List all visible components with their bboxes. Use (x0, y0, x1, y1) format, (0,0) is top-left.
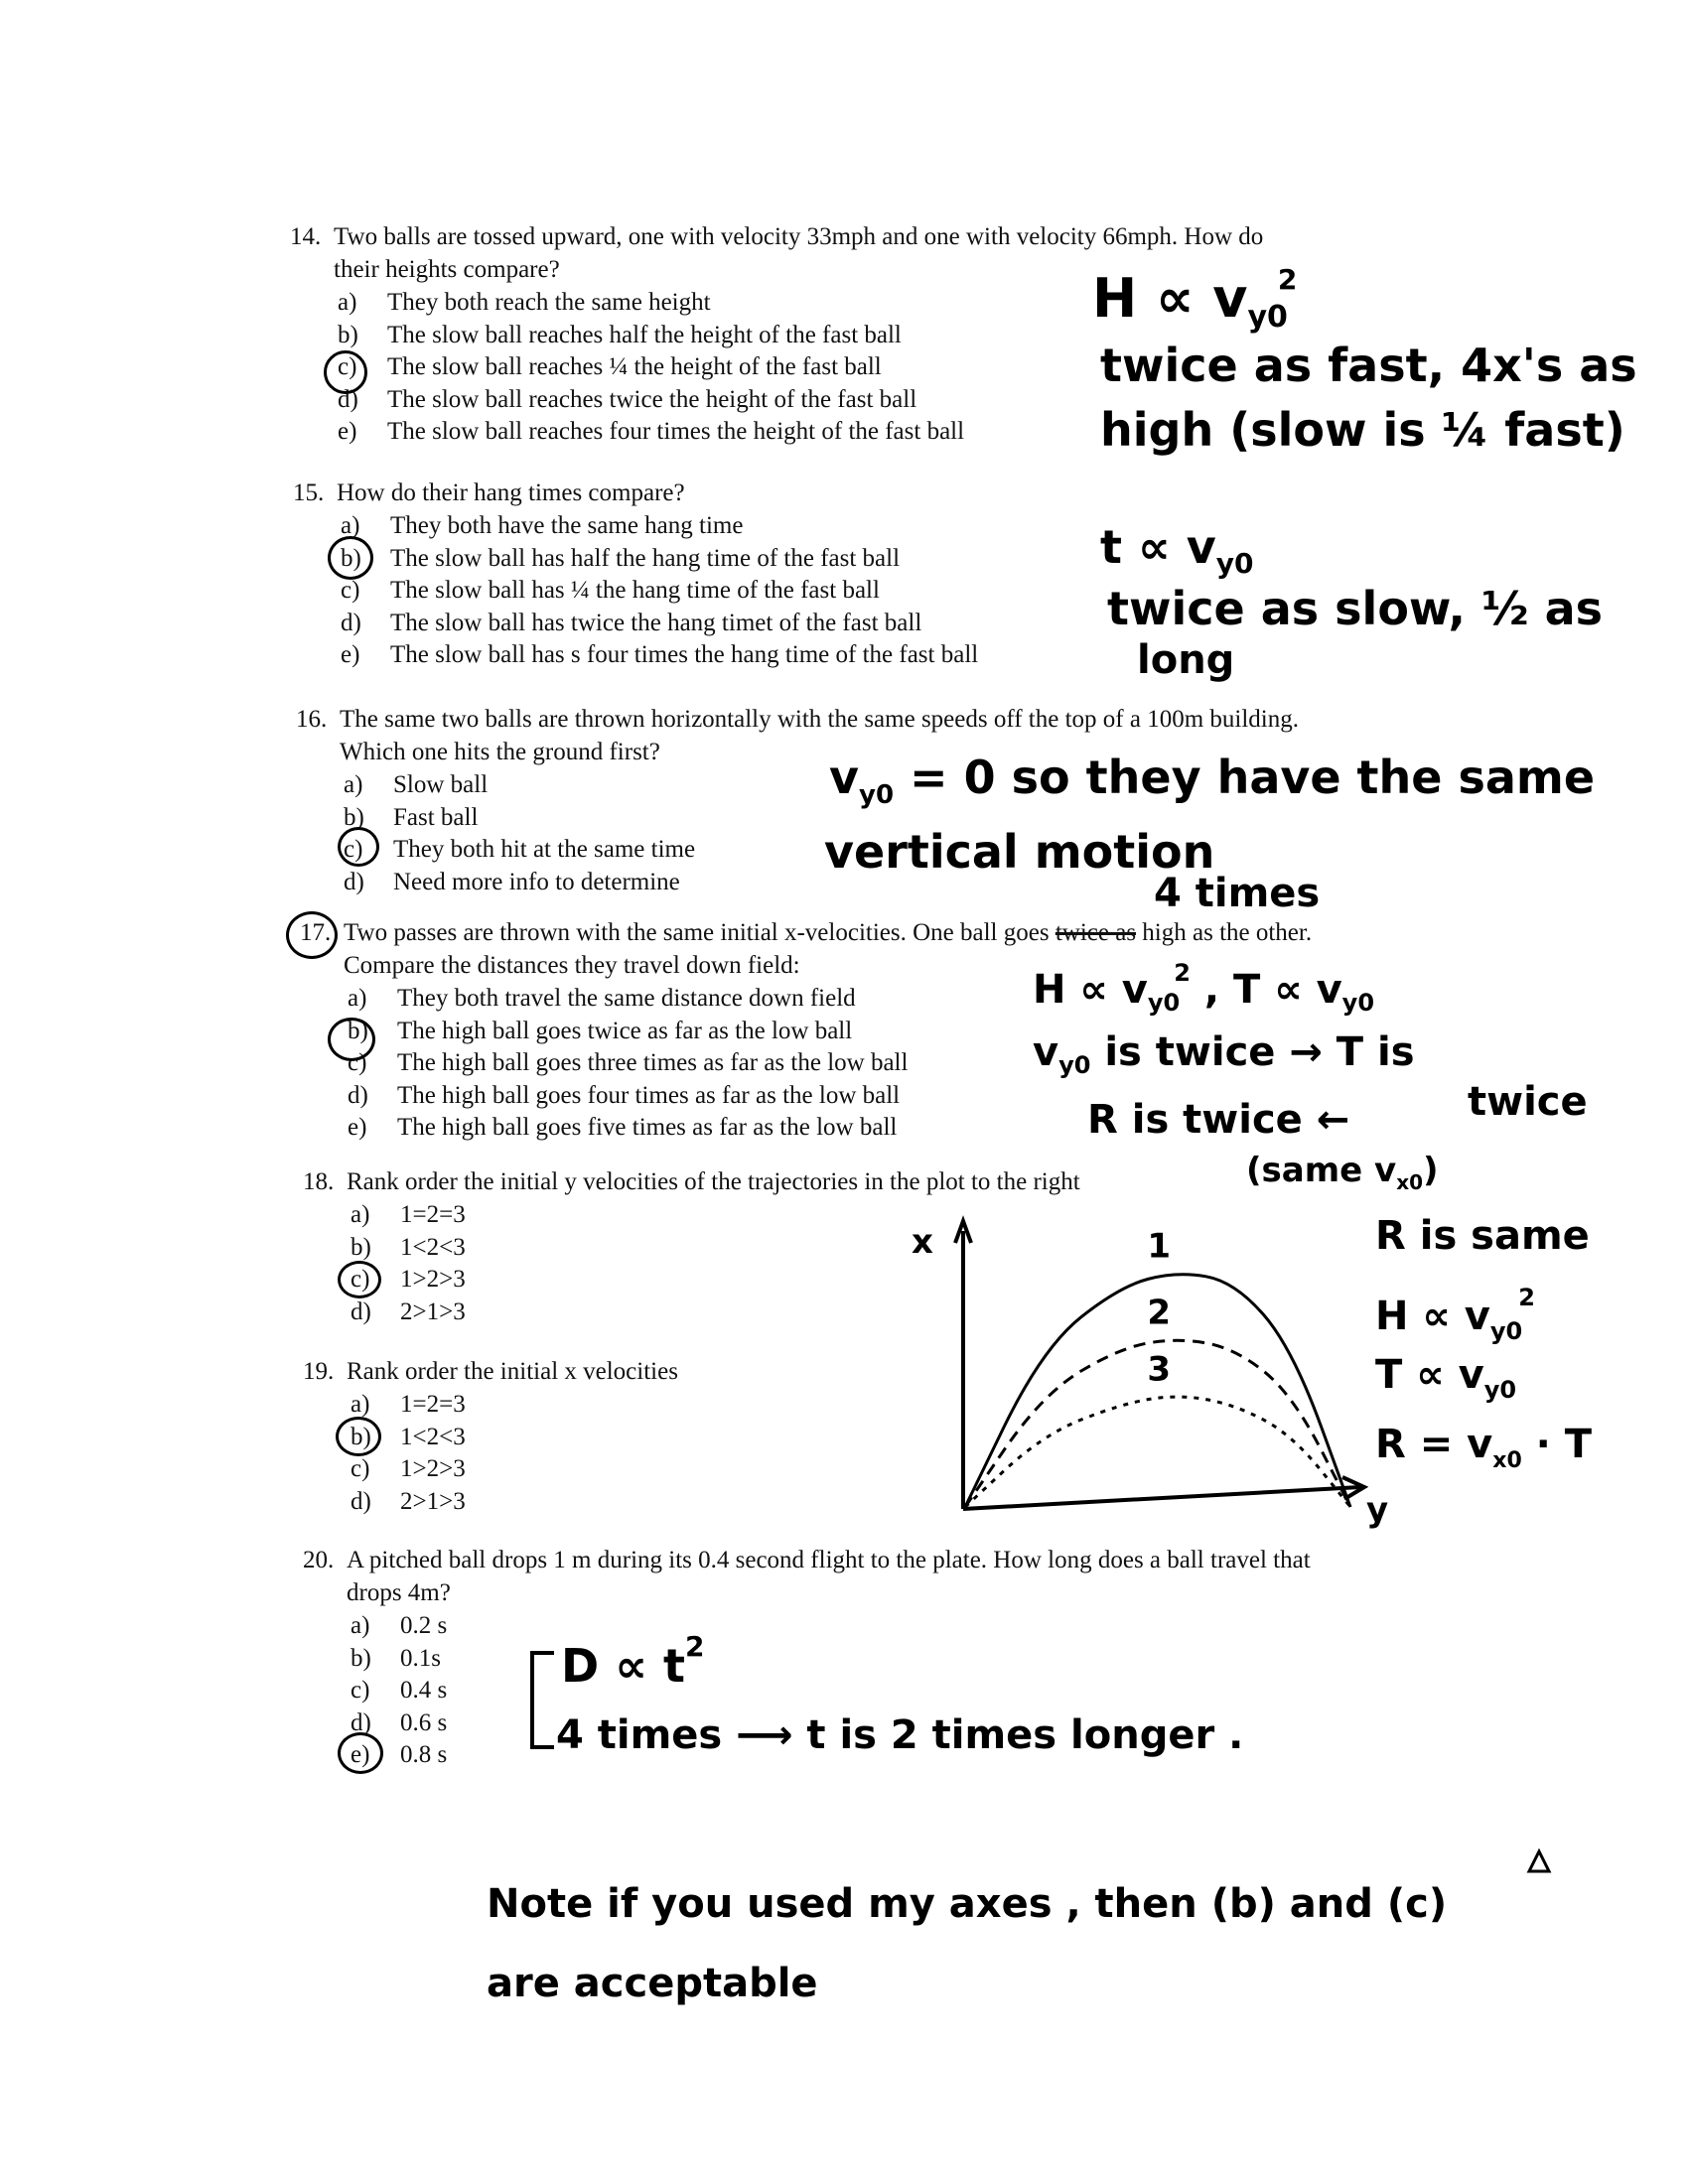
option-b[interactable]: b) The slow ball has half the hang time of the fast ball (341, 544, 901, 572)
plot-horizontal-axis (963, 1487, 1360, 1509)
answer-circle-q16 (338, 827, 379, 867)
handwriting-note-line2: are acceptable (487, 1961, 818, 2006)
option-c[interactable]: c) They both hit at the same time (344, 836, 696, 863)
question-stem-cont: Compare the distances they travel down field: (344, 952, 800, 979)
question-stem: A pitched ball drops 1 m during its 0.4 second flight to the plate. How long does a ball travel that (347, 1547, 1311, 1573)
option-e[interactable]: e) The high ball goes five times as far as the low ball (348, 1114, 898, 1141)
handwriting-q18-line1: R is same (1375, 1213, 1590, 1259)
option-d[interactable]: d) The slow ball reaches twice the height of the fast ball (338, 385, 917, 413)
answer-circle-q14 (324, 350, 367, 394)
handwriting-q16-line2: vertical motion (824, 825, 1215, 879)
handwriting-q17-line4: R is twice ← (1087, 1097, 1350, 1143)
plot-y-axis-label: x (912, 1222, 933, 1262)
trajectory-label-1: 1 (1147, 1226, 1172, 1267)
question-number: 20. (303, 1547, 335, 1573)
plot-series (965, 1227, 1350, 1507)
option-d[interactable]: d) The slow ball has twice the hang timet of the fast ball (341, 609, 922, 636)
answer-circle-q20 (338, 1732, 383, 1774)
option-a[interactable]: a) 1=2=3 (351, 1391, 466, 1418)
option-b[interactable]: b) The slow ball reaches half the height of the fast ball (338, 321, 902, 348)
answer-circle-q19 (336, 1417, 381, 1456)
question-stem-cont: drops 4m? (347, 1579, 451, 1606)
handwriting-q18-line4: $R = v_{x0} \cdot T$ (1375, 1422, 1593, 1473)
question-number: 17. (300, 919, 332, 946)
option-d[interactable]: d) 2>1>3 (351, 1487, 466, 1515)
option-c[interactable]: c) The high ball goes three times as far as the low ball (348, 1049, 909, 1076)
trajectory-plot (894, 1211, 1410, 1529)
option-d[interactable]: d) 0.6 s (351, 1708, 448, 1736)
handwriting-q20-line2: 4 times ⟶ t is 2 times longer . (556, 1712, 1244, 1758)
option-e[interactable]: e) The slow ball has s four times the hang time of the fast ball (341, 641, 979, 668)
option-c[interactable]: c) 1>2>3 (351, 1455, 466, 1482)
question-number: 16. (296, 706, 328, 733)
option-b[interactable]: b) 0.1s (351, 1644, 441, 1672)
option-c[interactable]: c) The slow ball reaches ¼ the height of the fast ball (338, 353, 882, 380)
question-stem: The same two balls are thrown horizontally with the same speeds off the top of a 100m building. (340, 706, 1299, 733)
question-number: 19. (303, 1358, 335, 1385)
handwriting-q20-line1: $D \propto t^2$ (561, 1630, 705, 1693)
handwriting-q18-line3: $T \propto v_{y0}$ (1375, 1352, 1517, 1404)
struck-text: twice as (1055, 919, 1137, 946)
handwriting-note-line1: Note if you used my axes , then (b) and (c) (487, 1881, 1448, 1927)
trajectory-label-2: 2 (1147, 1293, 1172, 1333)
bracket-mark (524, 1648, 564, 1757)
question-stem: Rank order the initial y velocities of the trajectories in the plot to the right (347, 1168, 1080, 1195)
question-number: 18. (303, 1168, 335, 1195)
option-c[interactable]: c) The slow ball has ¼ the hang time of the fast ball (341, 577, 880, 604)
handwriting-q17-line3: twice (1468, 1079, 1588, 1125)
option-a[interactable]: a) 0.2 s (351, 1612, 448, 1639)
handwriting-q18-line2: $H \propto v_{y0}^2$ (1375, 1284, 1535, 1345)
question-number: 15. (293, 479, 325, 506)
handwriting-q17-line1: $H \propto v_{y0}^2$ , $T \propto v_{y0}$ (1033, 959, 1375, 1017)
question-stem-cont: Which one hits the ground first? (340, 739, 660, 765)
trajectory-label-3: 3 (1147, 1349, 1172, 1390)
question-stem: Rank order the initial x velocities (347, 1358, 678, 1385)
option-e[interactable]: e) The slow ball reaches four times the height of the fast ball (338, 418, 965, 445)
handwriting-q15-line3: long (1137, 637, 1235, 683)
handwriting-q15-line1: $t \propto v_{y0}$ (1100, 520, 1254, 580)
option-a[interactable]: a) They both travel the same distance down field (348, 985, 856, 1012)
option-c[interactable]: c) 0.4 s (351, 1677, 448, 1704)
option-b[interactable]: b) 1<2<3 (351, 1423, 466, 1450)
option-a[interactable]: a) They both reach the same height (338, 289, 711, 316)
answer-circle-q15 (328, 536, 373, 580)
plot-x-axis-label: y (1366, 1490, 1389, 1529)
options-list (293, 509, 978, 671)
option-b[interactable]: b) The high ball goes twice as far as the low ball (348, 1017, 853, 1044)
answer-circle-q18 (338, 1261, 381, 1298)
question-stem: Two balls are tossed upward, one with velocity 33mph and one with velocity 66mph. How do (334, 223, 1264, 250)
handwriting-q15-line2: twice as slow, ½ as (1107, 582, 1604, 635)
option-a[interactable]: a) 1=2=3 (351, 1201, 466, 1228)
handwriting-q17-line2: $v_{y0}$ is twice → T is (1033, 1029, 1415, 1079)
handwriting-q17-line5: (same $v_{x0}$) (1246, 1151, 1439, 1194)
question-stem-cont: their heights compare? (334, 256, 560, 283)
handwriting-q14-line2: twice as fast, 4x's as (1100, 339, 1637, 392)
answer-circle-q17 (328, 1018, 375, 1061)
question-15 (293, 477, 978, 671)
handwriting-q14-line1: $H \propto vy0^2$ (1092, 263, 1298, 335)
option-b[interactable]: b) Fast ball (344, 803, 479, 831)
option-d[interactable]: d) 2>1>3 (351, 1297, 466, 1325)
handwriting-q17-insert: 4 times (1154, 871, 1321, 916)
handwriting-q14-line3: high (slow is ¼ fast) (1100, 403, 1625, 457)
caret-mark (1524, 1846, 1554, 1876)
option-a[interactable]: a) They both have the same hang time (341, 512, 744, 539)
option-d[interactable]: d) Need more info to determine (344, 868, 680, 895)
question-stem: Two passes are thrown with the same initial x-velocities. One ball goes twice as high as the other. (344, 919, 1313, 946)
option-a[interactable]: a) Slow ball (344, 771, 489, 798)
handwriting-q16-line1: $v_{y0} = 0$ so they have the same (829, 751, 1596, 810)
option-e[interactable]: e) 0.8 s (351, 1741, 448, 1768)
question-number: 14. (290, 223, 322, 250)
option-b[interactable]: b) 1<2<3 (351, 1233, 466, 1261)
question-number-circle-q17 (286, 911, 338, 959)
option-d[interactable]: d) The high ball goes four times as far as the low ball (348, 1081, 901, 1109)
question-stem: How do their hang times compare? (337, 479, 685, 506)
option-c[interactable]: c) 1>2>3 (351, 1266, 466, 1293)
